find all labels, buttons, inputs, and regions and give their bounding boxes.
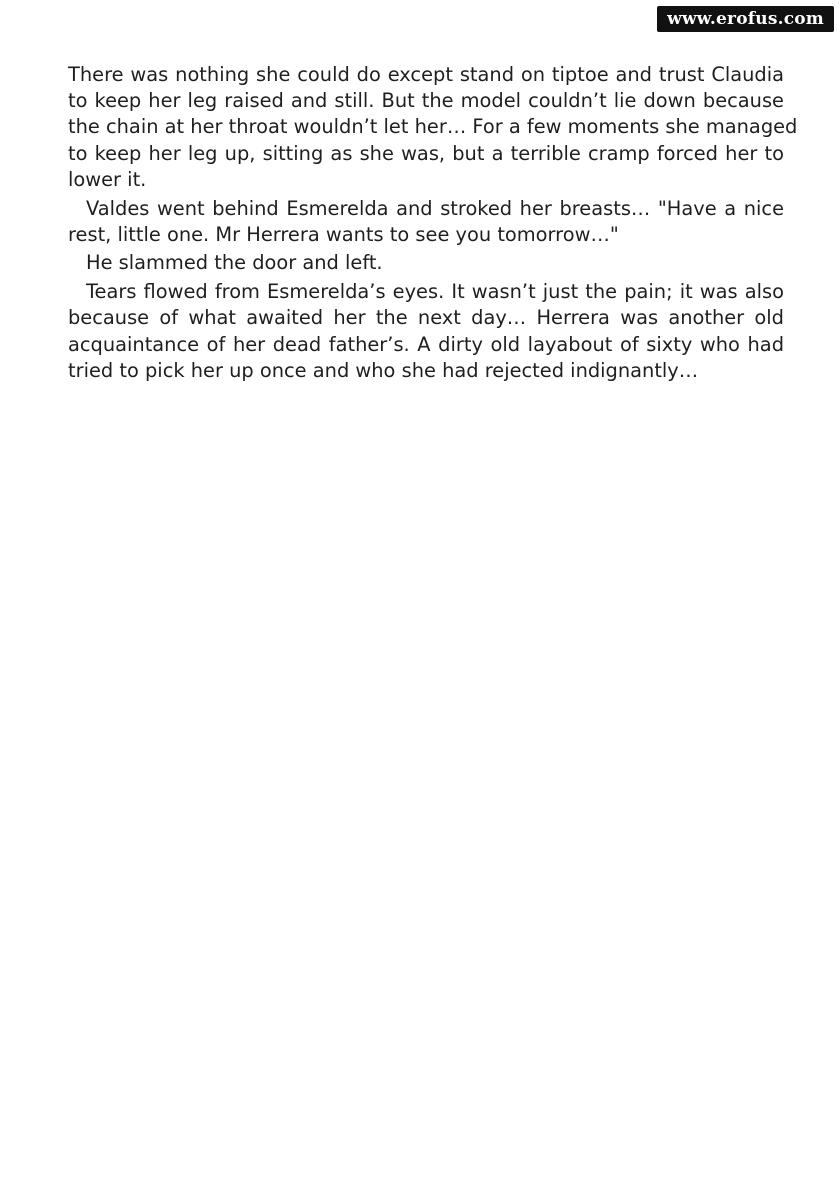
paragraph-3 — [68, 250, 784, 276]
paragraph-1 — [68, 62, 798, 193]
paragraph-2 — [68, 196, 784, 248]
text-line: because of what awaited her the next day… Herrera was another old — [68, 306, 784, 330]
text-line: to keep her leg up, sitting as she was, but a terrible cramp forced her to — [68, 141, 784, 165]
text-line: Tears flowed from Esmerelda’s eyes. It wasn’t just the pain; it was also — [86, 280, 784, 304]
paragraph-4 — [68, 279, 784, 384]
text-line: the chain at her throat wouldn’t let her… For a few moments she managed — [68, 115, 798, 139]
story-text — [68, 62, 798, 386]
text-line: lower it. — [68, 167, 147, 191]
text-line: to keep her leg raised and still. But the model couldn’t lie down because — [68, 89, 784, 113]
text-line: There was nothing she could do except stand on tiptoe and trust Claudia — [68, 63, 784, 86]
text-line: He slammed the door and left. — [86, 251, 383, 275]
watermark-text: www.erofus.com — [667, 9, 824, 29]
text-line: Valdes went behind Esmerelda and stroked her breasts… "Have a nice — [86, 196, 784, 220]
watermark-badge — [657, 6, 834, 32]
text-line: acquaintance of her dead father’s. A dirty old layabout of sixty who had — [68, 332, 784, 356]
text-line: rest, little one. Mr Herrera wants to see you tomorrow…" — [68, 222, 619, 246]
text-line: tried to pick her up once and who she had rejected indignantly… — [68, 358, 699, 382]
